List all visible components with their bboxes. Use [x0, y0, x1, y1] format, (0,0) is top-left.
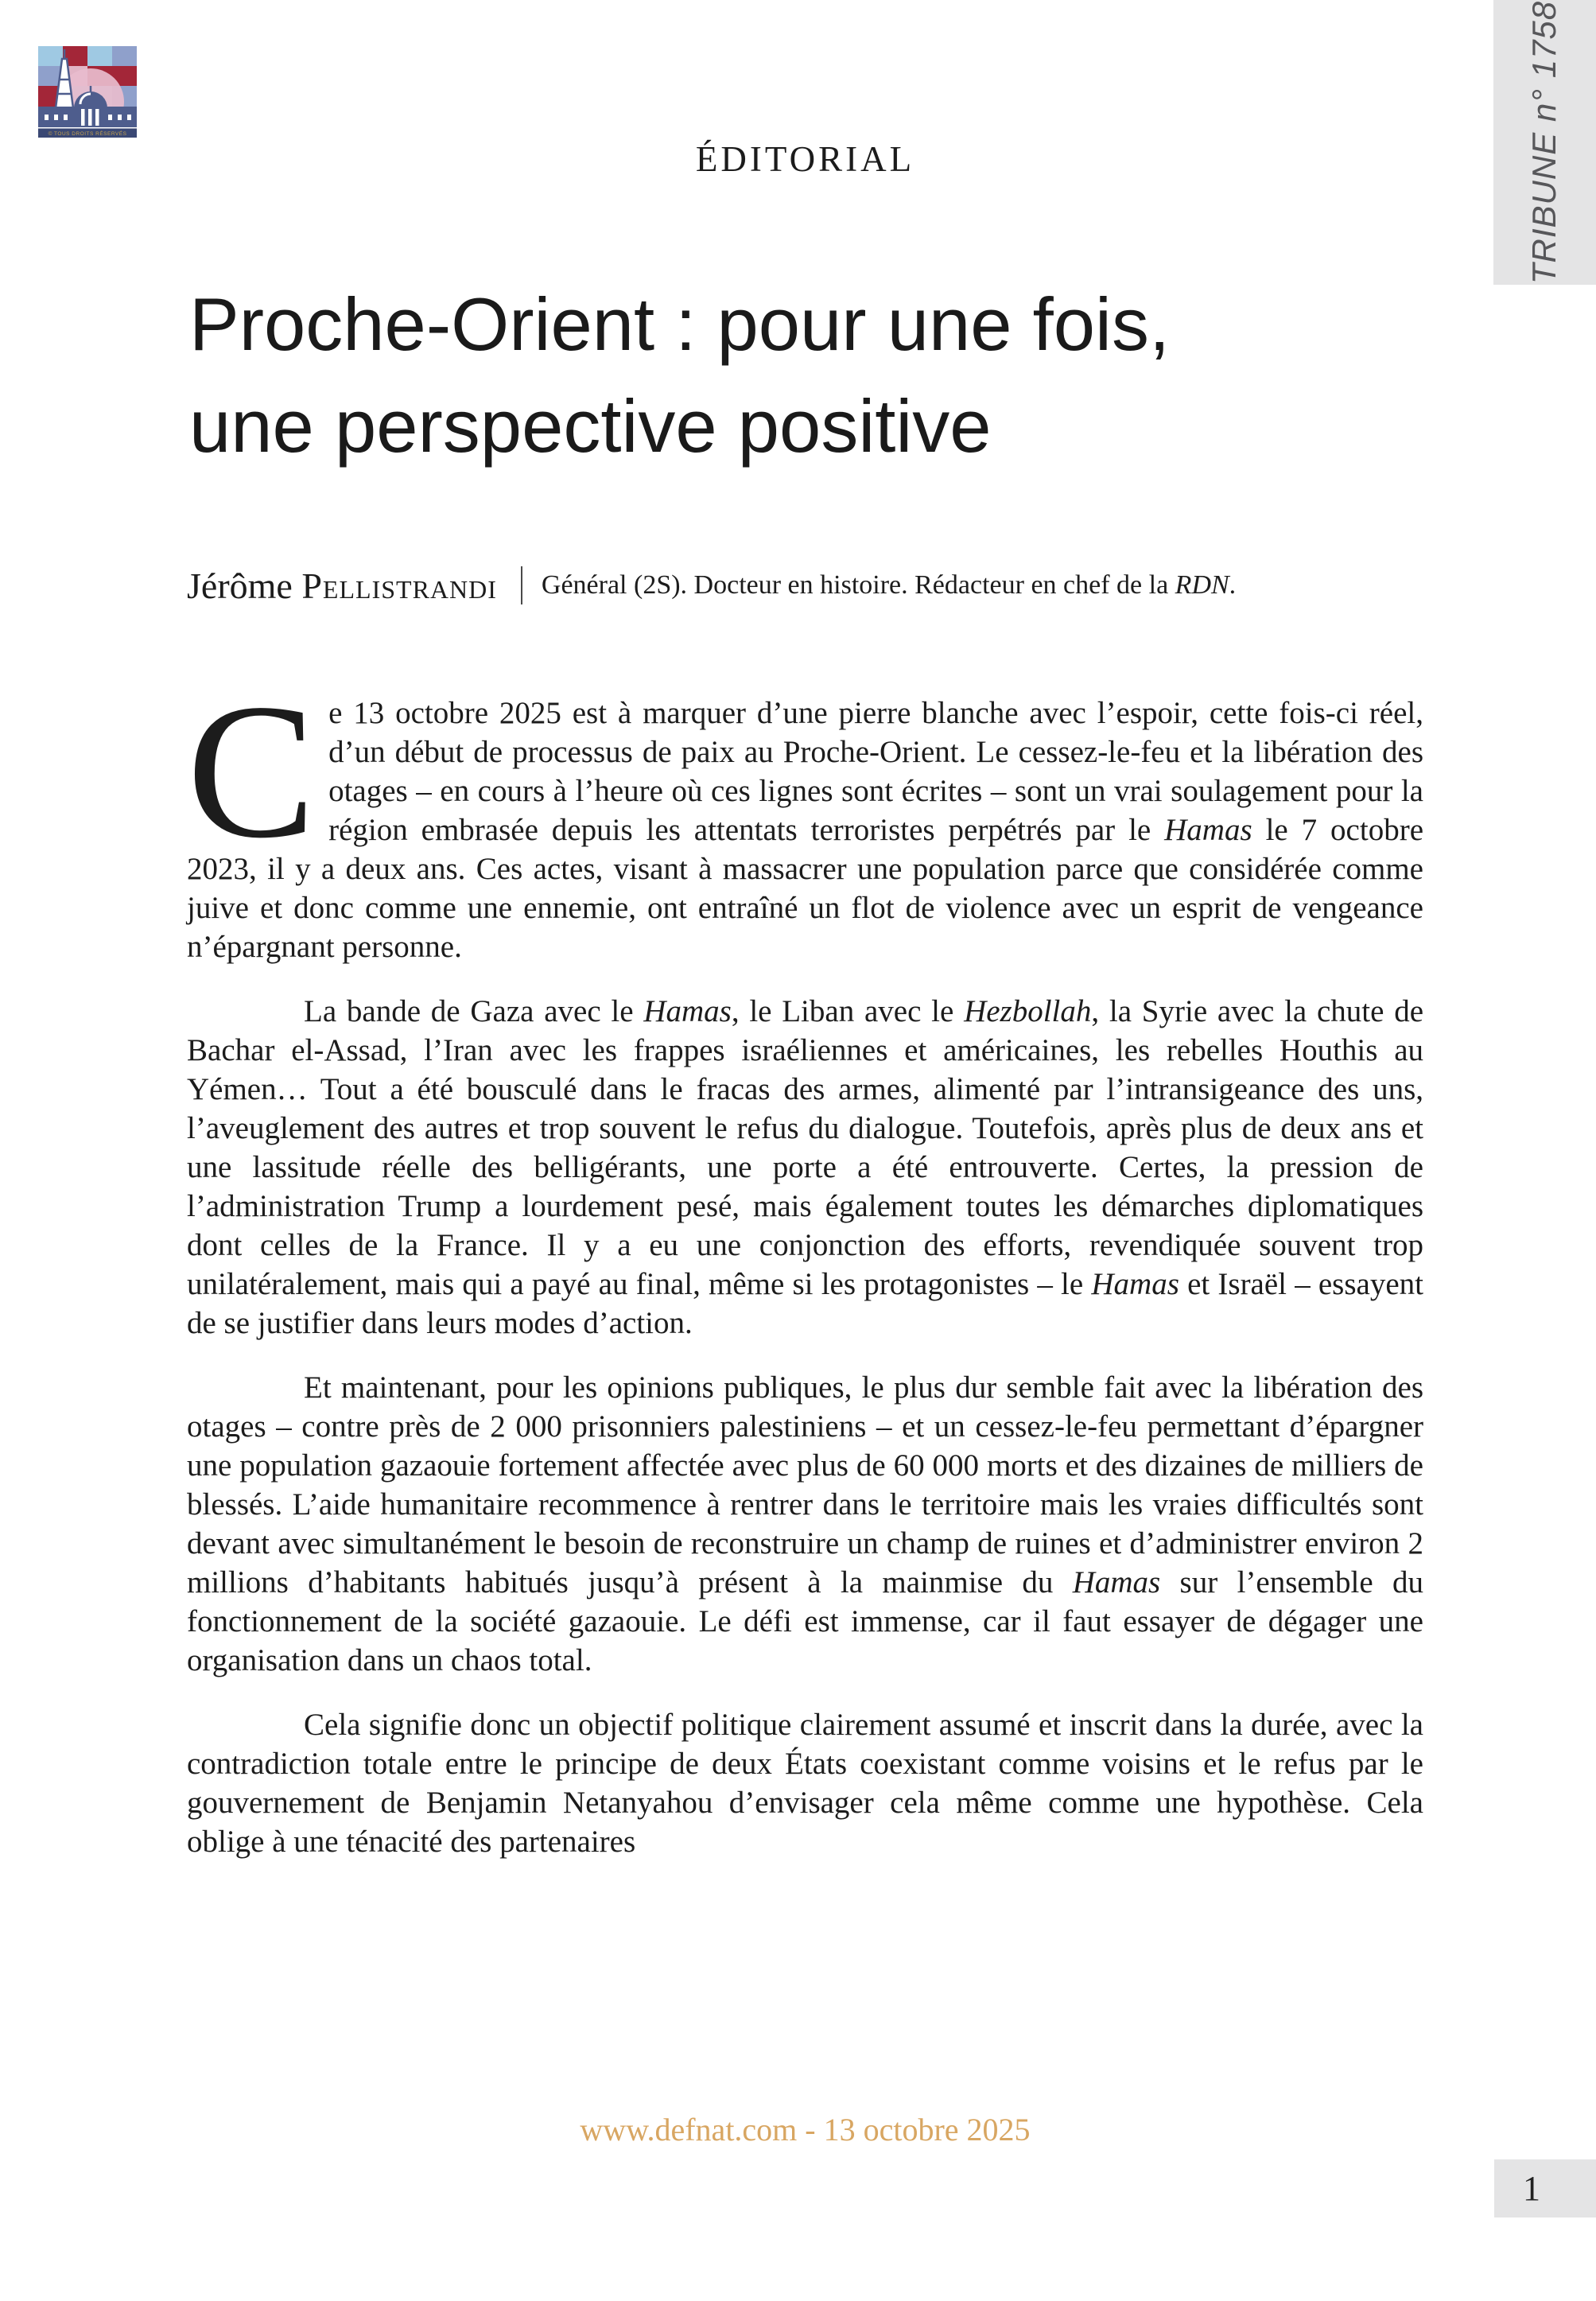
- article-title: [189, 274, 1430, 477]
- logo-copyright-text: © TOUS DROITS RÉSERVÉS: [48, 131, 127, 137]
- paragraph-1-text: e 13 octobre 2025 est à marquer d’une pierre blanche avec l’espoir, cette fois-ci réel, d’un début de processus de paix au Proche-Orient. Le cessez-le-feu et la libération des otages – en cours à l’heure où ces lignes sont écrites – sont un vrai soulagement pour la région embrasée depuis les attentats terroristes perpétrés par le Hamas le 7 octobre 2023, il y a deux ans. Ces actes, visant à massacrer une population parce que considérée comme juive et donc comme une ennemie, ont entraîné un flot de violence avec un esprit de vengeance n’épargnant personne.: [187, 696, 1423, 964]
- byline-separator: [521, 566, 522, 604]
- footer-note: www.defnat.com - 13 octobre 2025: [580, 2112, 1031, 2147]
- article-title-line2: une perspective positive: [189, 384, 992, 468]
- paragraph-4: Cela signifie donc un objectif politique clairement assumé et inscrit dans la durée, avec la contradiction totale entre le principe de deux États coexistant comme voisins et le refus par le gouvernement de Benjamin Netanyahou d’envisager cela même comme une hypothèse. Cela oblige à une ténacité des partenaires: [187, 1708, 1423, 1859]
- paragraph-2: La bande de Gaza avec le Hamas, le Liban avec le Hezbollah, la Syrie avec la chute de Bachar el-Assad, l’Iran avec les frappes israéliennes et américaines, les rebelles Houthis au Yémen… Tout a été bousculé dans le fracas des armes, alimenté par l’intransigeance des uns, l’aveuglement des autres et trop souvent le refus du dialogue. Toutefois, après plus de deux ans et une lassitude réelle des belligérants, une porte a été entrouverte. Certes, la pression de l’administration Trump a lourdement pesé, mais également toutes les démarches diplomatiques dont celles de la France. Il y a eu une conjonction des efforts, revendiquée souvent trop unilatéralement, mais qui a payé au final, même si les protagonistes – le Hamas et Israël – essayent de se justifier dans leurs modes d’action.: [187, 994, 1424, 1340]
- dropcap: C: [187, 663, 316, 878]
- paragraph-1: [187, 663, 1423, 966]
- author-last-name: Pellistrandi: [301, 565, 497, 606]
- byline: [187, 561, 1459, 610]
- author-first-name: Jérôme: [187, 565, 293, 606]
- rdn-logo: [38, 46, 137, 138]
- article-title-line1: Proche-Orient : pour une fois,: [189, 282, 1171, 366]
- author-credentials: Général (2S). Docteur en histoire. Rédacteur en chef de la RDN.: [541, 570, 1237, 600]
- article-body: [187, 663, 1424, 1887]
- author-name: [187, 565, 497, 607]
- section-kicker: ÉDITORIAL: [695, 139, 915, 179]
- tribune-tab: [1493, 0, 1596, 285]
- tribune-label: TRIBUNE n° 1758: [1525, 0, 1563, 285]
- page-number: 1: [1523, 2169, 1540, 2208]
- paragraph-3: Et maintenant, pour les opinions publiques, le plus dur semble fait avec la libération des otages – contre près de 2 000 prisonniers palestiniens – et un cessez-le-feu permettant d’épargner une population gazaouie fortement affectée avec plus de 60 000 morts et des dizaines de milliers de blessés. L’aide humanitaire recommence à rentrer dans le territoire mais les vraies difficultés sont devant avec simultanément le besoin de reconstruire un champ de ruines et d’administrer environ 2 millions d’habitants habitués jusqu’à présent à la mainmise du Hamas sur l’ensemble du fonctionnement de la société gazaouie. Le défi est immense, car il faut essayer de dégager une organisation dans un chaos total.: [187, 1370, 1424, 1677]
- page-number-box: [1494, 2159, 1596, 2217]
